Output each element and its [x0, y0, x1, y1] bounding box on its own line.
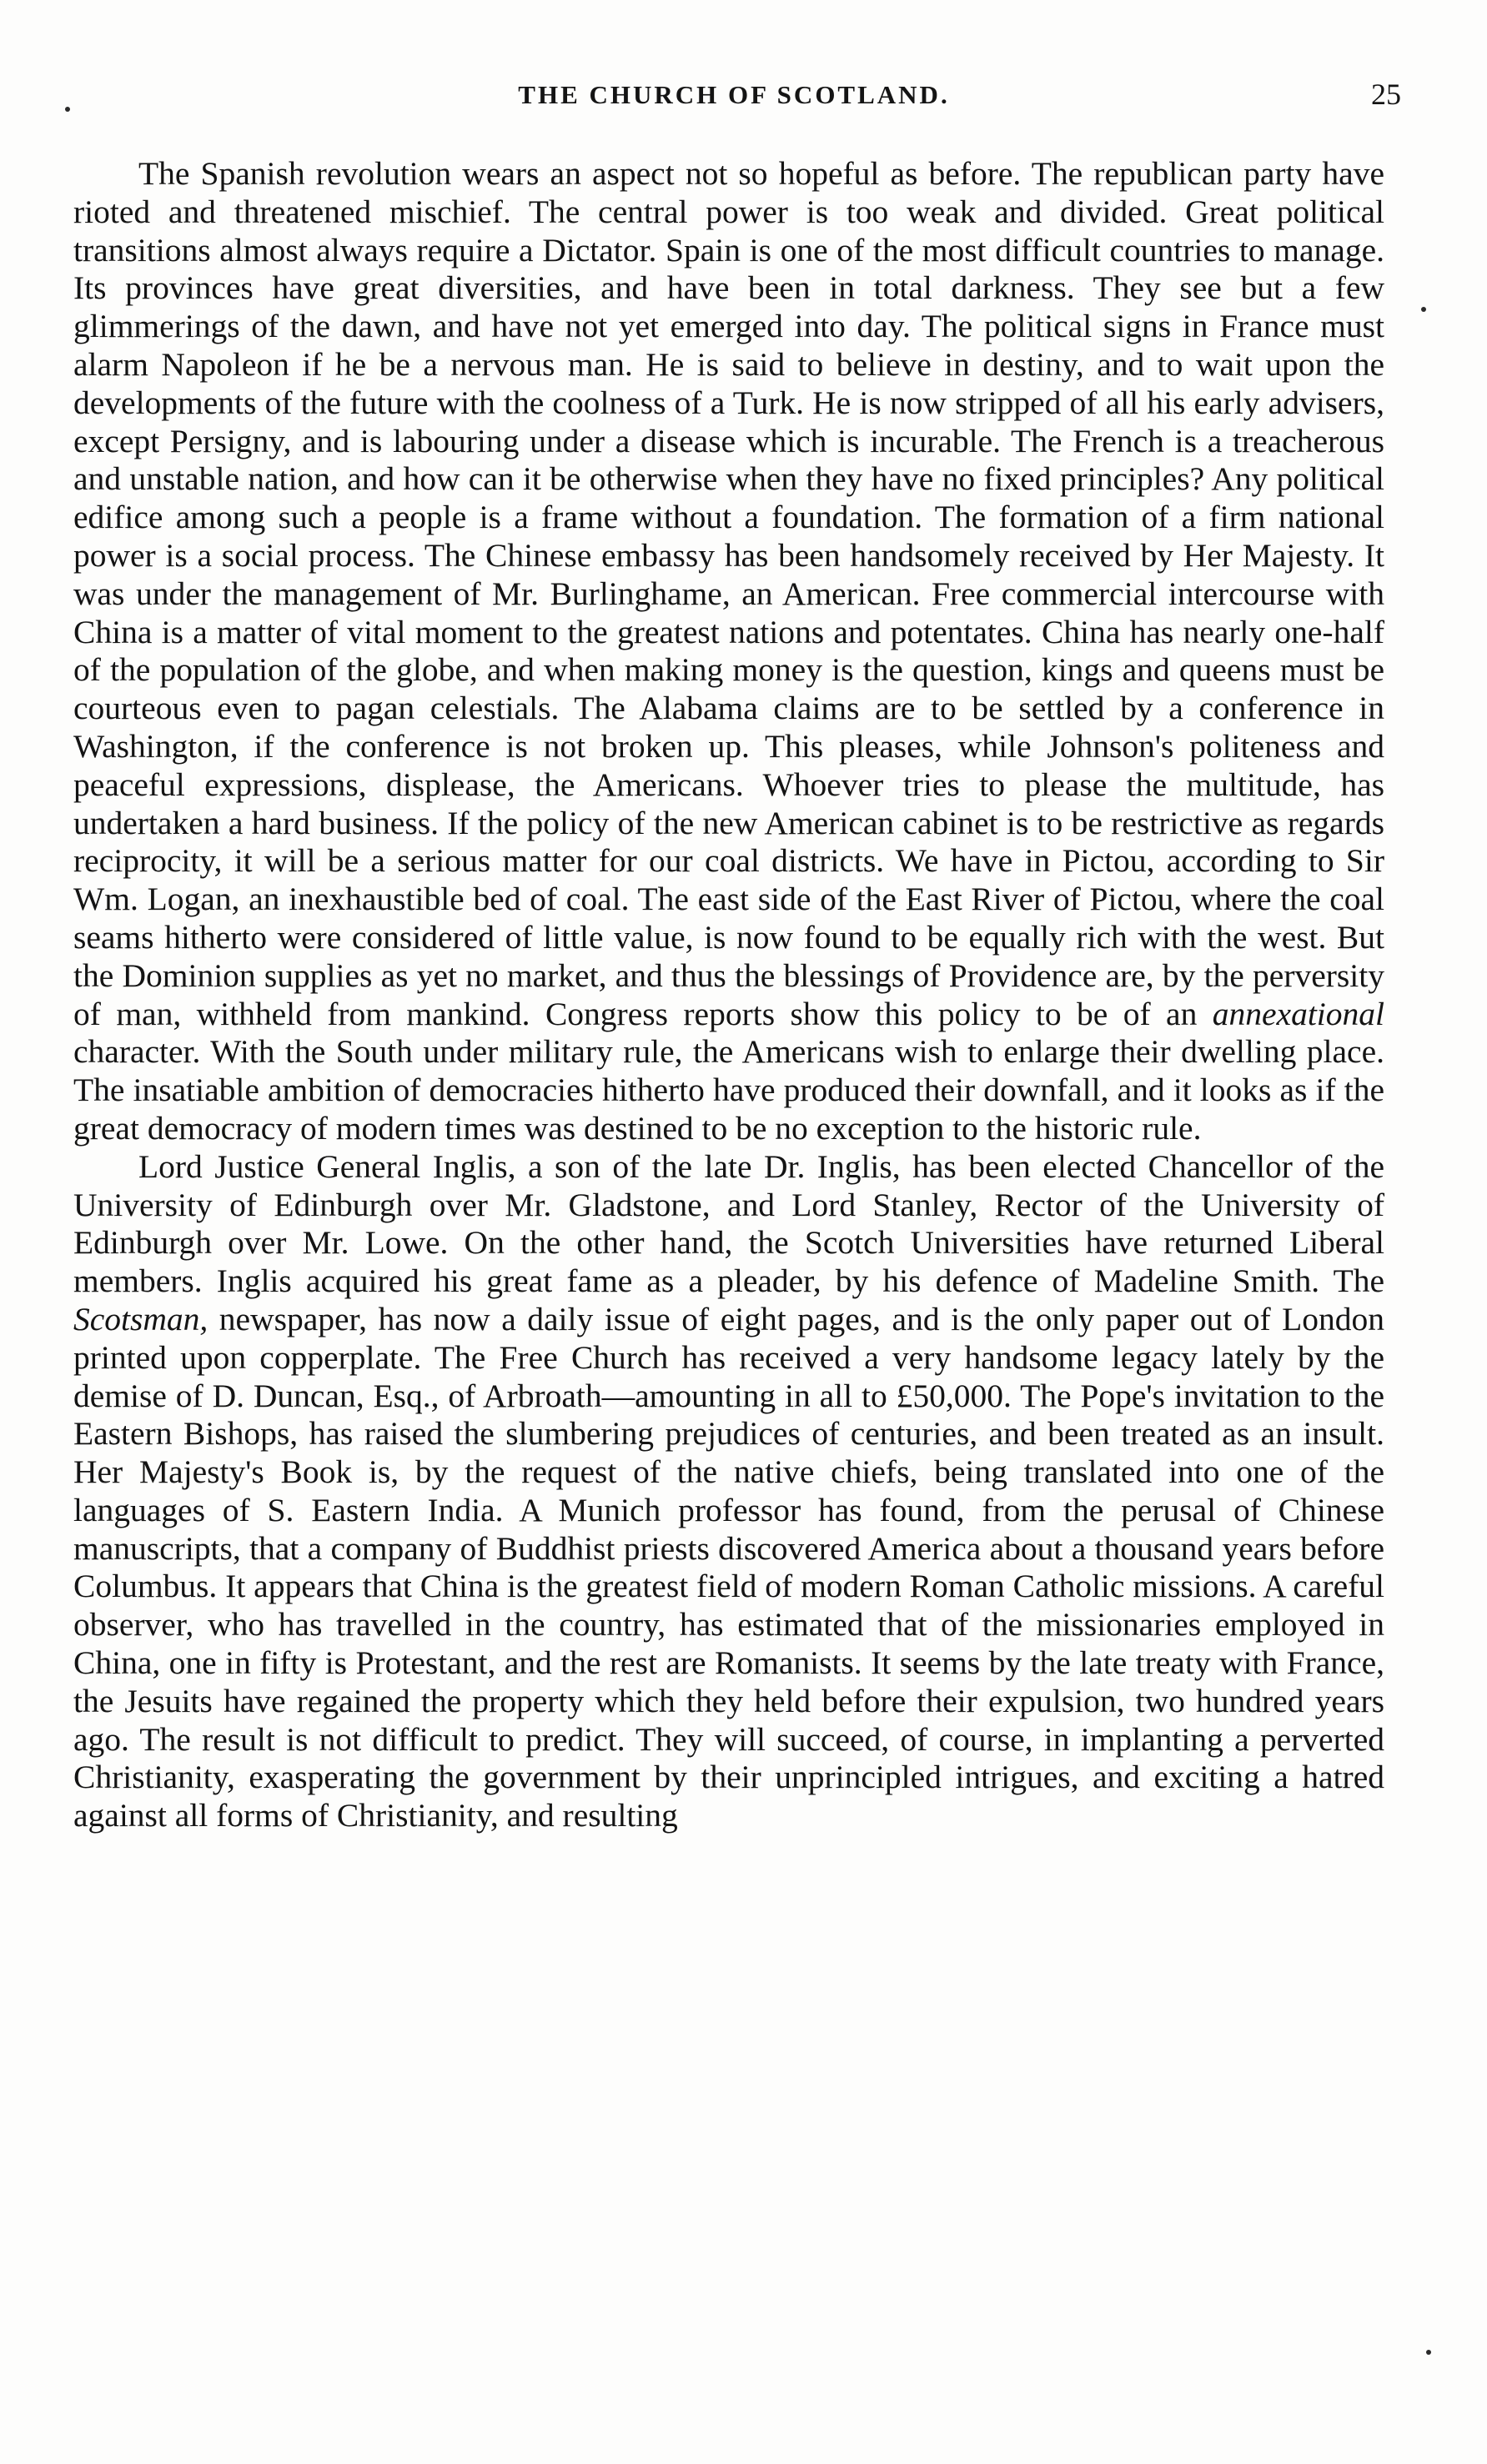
- ink-speck: [1421, 307, 1426, 312]
- body-text: [73, 155, 1384, 1835]
- paragraph-1-text-end: character. With the South under military rule, the Americans wish to enlarge their dwelling place. The insatiable ambition of democracies hitherto have produced their downfall, and it looks as if the great democracy of modern times was destined to be no exception to the historic rule.: [73, 1033, 1384, 1147]
- paragraph-1-text-start: The Spanish revolution wears an aspect not so hopeful as before. The republican party have rioted and threatened mischief. The central power is too weak and divided. Great political transitions almost always require a Dictator. Spain is one of the most difficult countries to manage. Its provinces have great diversities, and have been in total darkness. They see but a few glimmerings of the dawn, and have not yet emerged into day. The political signs in France must alarm Napoleon if he be a nervous man. He is said to believe in destiny, and to wait upon the developments of the future with the coolness of a Turk. He is now stripped of all his early advisers, except Persigny, and is labouring under a disease which is incurable. The French is a treacherous and unstable nation, and how can it be otherwise when they have no fixed principles? Any political edifice among such a people is a frame without a foundation. The formation of a firm national power is a social process. The Chinese embassy has been handsomely received by Her Majesty. It was under the management of Mr. Burlinghame, an American. Free commercial intercourse with China is a matter of vital moment to the greatest nations and potentates. China has nearly one-half of the population of the globe, and when making money is the question, kings and queens must be courteous even to pagan celestials. The Alabama claims are to be settled by a conference in Washington, if the conference is not broken up. This pleases, while Johnson's politeness and peaceful expressions, displease, the Americans. Whoever tries to please the multitude, has undertaken a hard business. If the policy of the new American cabinet is to be restrictive as regards reciprocity, it will be a serious matter for our coal districts. We have in Pictou, according to Sir Wm. Logan, an inexhaustible bed of coal. The east side of the East River of Pictou, where the coal seams hitherto were considered of little value, is now found to be equally rich with the west. But the Dominion supplies as yet no market, and thus the blessings of Providence are, by the perversity of man, withheld from mankind. Congress reports show this policy to be of an: [73, 155, 1384, 1032]
- paragraph-1: [73, 155, 1384, 1148]
- running-title: THE CHURCH OF SCOTLAND.: [518, 80, 950, 109]
- ink-speck: [1426, 2350, 1431, 2355]
- paragraph-2-text-start: Lord Justice General Inglis, a son of the late Dr. Inglis, has been elected Chancellor of the University of Edinburgh over Mr. Gladstone, and Lord Stanley, Rector of the University of Edinburgh over Mr. Lowe. On the other hand, the Scotch Universities have returned Liberal members. Inglis acquired his great fame as a pleader, by his defence of Madeline Smith. The: [73, 1147, 1384, 1300]
- paragraph-2: [73, 1148, 1384, 1835]
- page-header: [67, 80, 1401, 113]
- italic-annexational: annexational: [1212, 995, 1385, 1032]
- italic-scotsman: Scotsman,: [73, 1300, 208, 1337]
- ink-speck: [65, 107, 70, 112]
- paragraph-2-text-end: newspaper, has now a daily issue of eight pages, and is the only paper out of London printed upon copperplate. The Free Church has received a very handsome legacy lately by the demise of D. Duncan, Esq., of Arbroath—amounting in all to £50,000. The Pope's invitation to the Eastern Bishops, has raised the slumbering prejudices of centuries, and been treated as an insult. Her Majesty's Book is, by the request of the native chiefs, being translated into one of the languages of S. Eastern India. A Munich professor has found, from the perusal of Chinese manuscripts, that a company of Buddhist priests discovered America about a thousand years before Columbus. It appears that China is the greatest field of modern Roman Catholic missions. A careful observer, who has travelled in the country, has estimated that of the missionaries employed in China, one in fifty is Protestant, and the rest are Romanists. It seems by the late treaty with France, the Jesuits have regained the property which they held before their expulsion, two hundred years ago. The result is not difficult to predict. They will succeed, of course, in implanting a perverted Christianity, exasperating the government by their unprincipled intrigues, and exciting a hatred against all forms of Christianity, and resulting: [73, 1300, 1385, 1834]
- page-number: 25: [1371, 78, 1401, 111]
